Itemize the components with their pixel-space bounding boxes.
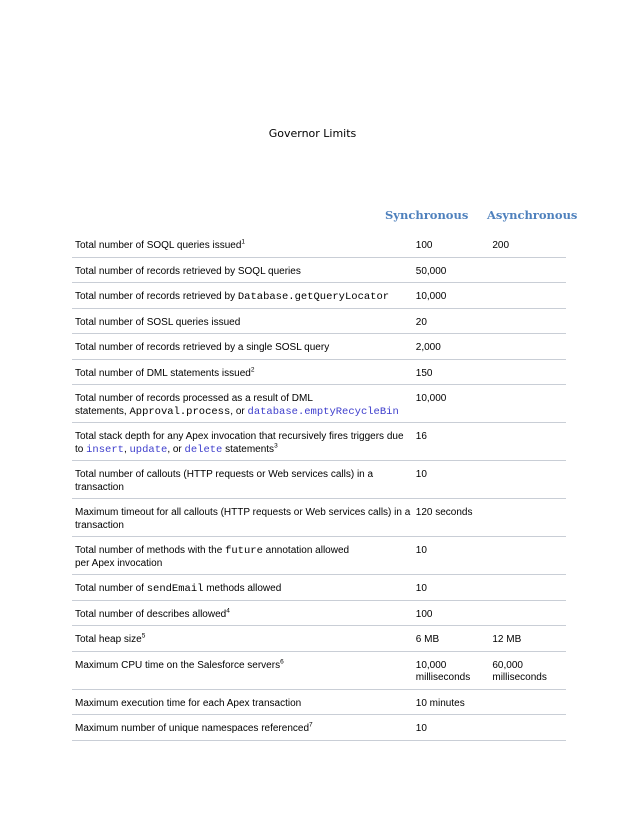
limit-row xyxy=(72,385,566,423)
limit-name-text: per Apex invocation xyxy=(75,557,163,569)
code-token: delete xyxy=(184,443,223,456)
async-value xyxy=(489,689,566,715)
limit-name-text: annotation allowed xyxy=(262,545,350,556)
sync-value: 10 minutes xyxy=(413,689,490,715)
limit-name xyxy=(72,689,413,715)
limit-row xyxy=(72,537,566,575)
async-value xyxy=(489,334,566,360)
limit-name-text: Maximum number of unique namespaces referenced xyxy=(75,723,310,734)
limit-name xyxy=(72,359,413,385)
limit-name xyxy=(72,626,413,652)
page-title: Governor Limits xyxy=(268,127,357,140)
code-token: Database.getQueryLocator xyxy=(237,291,390,303)
sync-value: 100 xyxy=(413,600,490,626)
limit-name-text: Total number of callouts (HTTP requests or Web services calls) in a transaction xyxy=(75,469,374,493)
code-token: insert xyxy=(86,443,124,456)
limit-name xyxy=(72,499,413,537)
limit-name-text: Total heap size xyxy=(75,634,142,645)
limit-name-text: Total number of DML statements issued xyxy=(75,367,251,379)
column-header-asynchronous: Asynchronous xyxy=(487,208,578,222)
limit-row xyxy=(72,575,566,601)
limit-row xyxy=(72,715,566,741)
limit-name-text: Total number of SOQL queries issued xyxy=(75,240,242,251)
sync-value: 10 xyxy=(413,537,490,575)
footnote-marker: 5 xyxy=(141,632,146,640)
limit-name xyxy=(72,423,413,461)
limit-name-text: Maximum timeout for all callouts (HTTP requests or Web services calls) in a xyxy=(75,507,411,518)
limit-name-text: Total number of records retrieved by xyxy=(75,291,238,302)
limit-name-text: statements xyxy=(222,443,275,455)
sync-value: 50,000 xyxy=(413,257,490,283)
footnote-marker: 3 xyxy=(274,442,278,450)
limit-name xyxy=(72,537,413,575)
limit-name-text: Total number of records retrieved by SOQL queries xyxy=(75,265,301,277)
code-token: future xyxy=(225,545,263,557)
limit-name-text: Total number of records processed as a result of DML xyxy=(75,393,313,404)
limit-row xyxy=(72,232,566,257)
column-header-synchronous: Synchronous xyxy=(385,208,469,222)
sync-value: 10,000 milliseconds xyxy=(413,651,490,689)
async-value: 200 xyxy=(489,232,566,257)
footnote-marker: 7 xyxy=(309,721,313,729)
limit-name xyxy=(72,308,413,334)
sync-value: 120 seconds xyxy=(413,499,490,537)
limit-name-text: , or xyxy=(230,405,248,417)
limit-name-text: statements, xyxy=(75,405,130,417)
sync-value: 10,000 xyxy=(413,283,490,309)
limit-row xyxy=(72,651,566,689)
limit-row xyxy=(72,359,566,385)
async-value xyxy=(489,537,566,575)
code-token: Approval.process xyxy=(129,405,231,418)
async-value xyxy=(489,308,566,334)
limit-row xyxy=(72,600,566,626)
limit-name-text: Total number of xyxy=(75,583,147,594)
sync-value: 2,000 xyxy=(413,334,490,360)
limit-row xyxy=(72,423,566,461)
limit-name xyxy=(72,715,413,741)
limit-name xyxy=(72,575,413,601)
limits-table-body xyxy=(72,232,566,740)
footnote-marker: 2 xyxy=(250,366,255,374)
code-token: sendEmail xyxy=(146,583,204,595)
limit-name-text: Total number of describes allowed xyxy=(75,608,227,620)
async-value xyxy=(489,257,566,283)
async-value xyxy=(489,385,566,423)
limit-name-text: transaction xyxy=(75,519,124,531)
limit-name-text: Total number of SOSL queries issued xyxy=(75,316,241,328)
limit-name xyxy=(72,600,413,626)
async-value: 60,000 milliseconds xyxy=(489,651,566,689)
async-value xyxy=(489,600,566,626)
limit-name xyxy=(72,385,413,423)
limit-name-text: Total number of records retrieved by a single SOSL query xyxy=(75,342,330,353)
limit-row xyxy=(72,334,566,360)
async-value: 12 MB xyxy=(489,626,566,652)
async-value xyxy=(489,715,566,741)
sync-value: 20 xyxy=(413,308,490,334)
limit-name-text: Maximum execution time for each Apex transaction xyxy=(75,697,302,709)
sync-value: 10 xyxy=(413,715,490,741)
limit-name xyxy=(72,232,413,257)
limit-name-text: Total number of methods with the xyxy=(75,545,226,556)
sync-value: 10,000 xyxy=(413,385,490,423)
limit-name-text: Maximum CPU time on the Salesforce servers xyxy=(75,659,281,671)
limit-name-text: , or xyxy=(167,443,185,455)
limit-row xyxy=(72,689,566,715)
limit-name xyxy=(72,461,413,499)
limit-row xyxy=(72,257,566,283)
limit-name-text: Total stack depth for any Apex invocation that recursively fires triggers due xyxy=(75,431,404,442)
async-value xyxy=(489,461,566,499)
limit-row xyxy=(72,283,566,309)
footnote-marker: 6 xyxy=(280,658,284,666)
footnote-marker: 1 xyxy=(241,238,246,246)
limit-name-text: , xyxy=(123,443,130,455)
limit-name xyxy=(72,257,413,283)
async-value xyxy=(489,499,566,537)
limit-row xyxy=(72,499,566,537)
limit-name xyxy=(72,651,413,689)
limit-name-text: to xyxy=(75,443,87,455)
async-value xyxy=(489,423,566,461)
sync-value: 150 xyxy=(413,359,490,385)
sync-value: 6 MB xyxy=(413,626,490,652)
limit-name xyxy=(72,283,413,309)
async-value xyxy=(489,283,566,309)
limit-row xyxy=(72,308,566,334)
async-value xyxy=(489,359,566,385)
limit-row xyxy=(72,626,566,652)
async-value xyxy=(489,575,566,601)
limit-name-text: methods allowed xyxy=(203,583,282,594)
sync-value: 10 xyxy=(413,461,490,499)
code-token: database.emptyRecycleBin xyxy=(247,405,399,418)
code-token: update xyxy=(129,443,168,456)
limit-name xyxy=(72,334,413,360)
sync-value: 100 xyxy=(413,232,490,257)
sync-value: 10 xyxy=(413,575,490,601)
governor-limits-table xyxy=(72,232,566,741)
limit-row xyxy=(72,461,566,499)
sync-value: 16 xyxy=(413,423,490,461)
footnote-marker: 4 xyxy=(226,607,230,615)
